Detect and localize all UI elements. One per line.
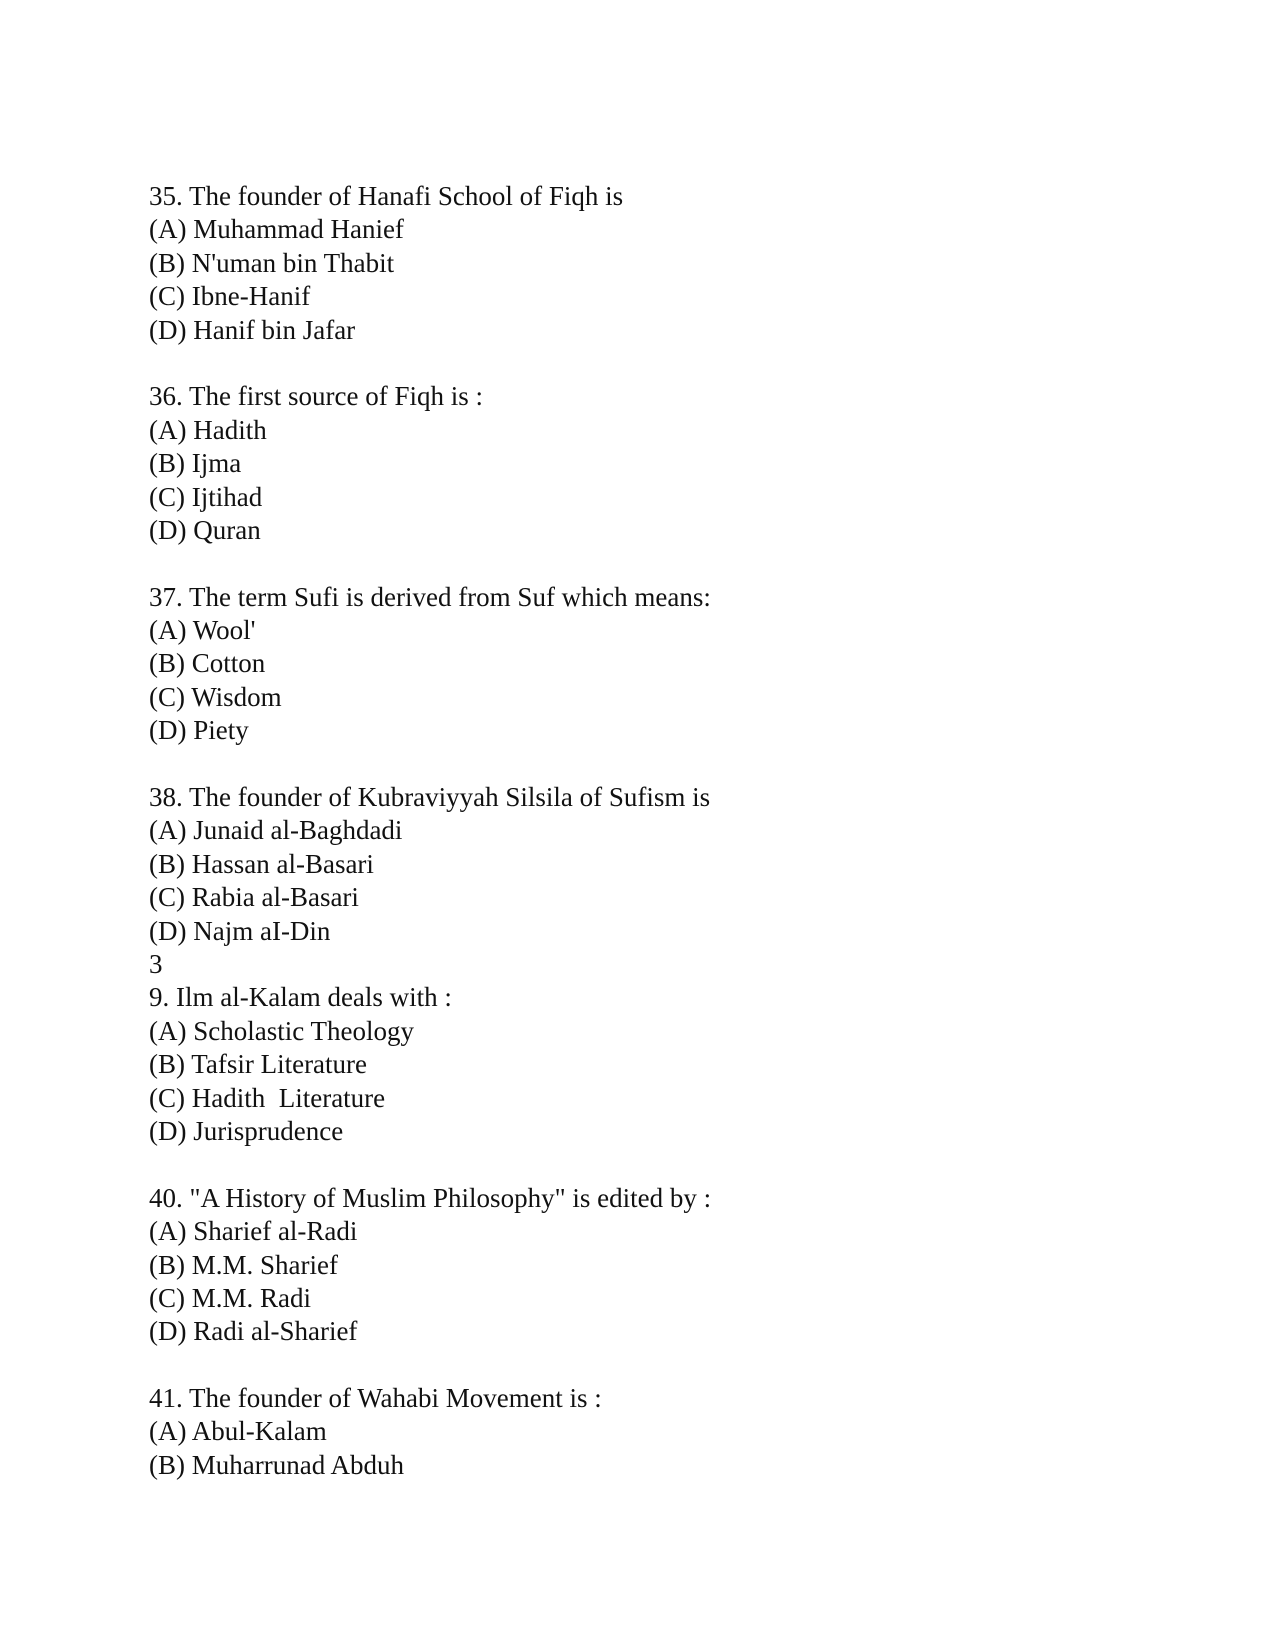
option-d: (D) Jurisprudence	[149, 1115, 344, 1146]
question-stem: 38. The founder of Kubraviyyah Silsila of Sufism is	[149, 782, 711, 813]
option-a: (A) Hadith	[149, 414, 267, 445]
option-a: (A) Junaid al-Baghdadi	[149, 815, 403, 846]
question-stem: 37. The term Sufi is derived from Suf which means:	[149, 581, 711, 612]
option-d: (D) Najm aI-Din	[149, 915, 331, 946]
option-c: (C) Ibne-Hanif	[149, 281, 311, 312]
option-a: (A) Scholastic Theology	[149, 1015, 414, 1046]
option-d: (D) Hanif bin Jafar	[149, 314, 356, 345]
question-38	[149, 781, 1199, 948]
option-a: (A) Abul-Kalam	[149, 1416, 327, 1447]
question-stem: 9. Ilm al-Kalam deals with :	[149, 982, 452, 1013]
question-39	[149, 981, 1199, 1148]
option-c: (C) Ijtihad	[149, 481, 263, 512]
option-b: (B) Tafsir Literature	[149, 1049, 368, 1080]
question-stem: 40. "A History of Muslim Philosophy" is edited by :	[149, 1182, 712, 1213]
option-a: (A) Muhammad Hanief	[149, 214, 404, 245]
question-40	[149, 1182, 1199, 1349]
option-b: (B) Ijma	[149, 448, 242, 479]
question-stem: 36. The first source of Fiqh is :	[149, 381, 483, 412]
question-41	[149, 1382, 1199, 1482]
option-d: (D) Quran	[149, 514, 261, 545]
option-c: (C) Wisdom	[149, 681, 282, 712]
option-d: (D) Radi al-Sharief	[149, 1316, 358, 1347]
option-b: (B) Hassan al-Basari	[149, 848, 374, 879]
question-stem: 35. The founder of Hanafi School of Fiqh is	[149, 181, 624, 211]
question-list	[149, 180, 1199, 1482]
option-b: (B) Cotton	[149, 648, 266, 679]
option-c: (C) M.M. Radi	[149, 1282, 311, 1313]
option-b: (B) Muharrunad Abduh	[149, 1449, 404, 1480]
option-b: (B) N'uman bin Thabit	[149, 247, 395, 278]
question-stem: 41. The founder of Wahabi Movement is :	[149, 1383, 602, 1414]
option-a: (A) Sharief al-Radi	[149, 1216, 358, 1247]
option-a: (A) Wool'	[149, 615, 256, 646]
stray-page-number: 3	[149, 948, 163, 979]
question-37	[149, 581, 1199, 748]
question-35	[149, 180, 1199, 347]
option-c: (C) Rabia al-Basari	[149, 882, 359, 913]
option-b: (B) M.M. Sharief	[149, 1249, 338, 1280]
option-c: (C) Hadith Literature	[149, 1082, 386, 1113]
question-36	[149, 380, 1199, 547]
option-d: (D) Piety	[149, 715, 249, 746]
